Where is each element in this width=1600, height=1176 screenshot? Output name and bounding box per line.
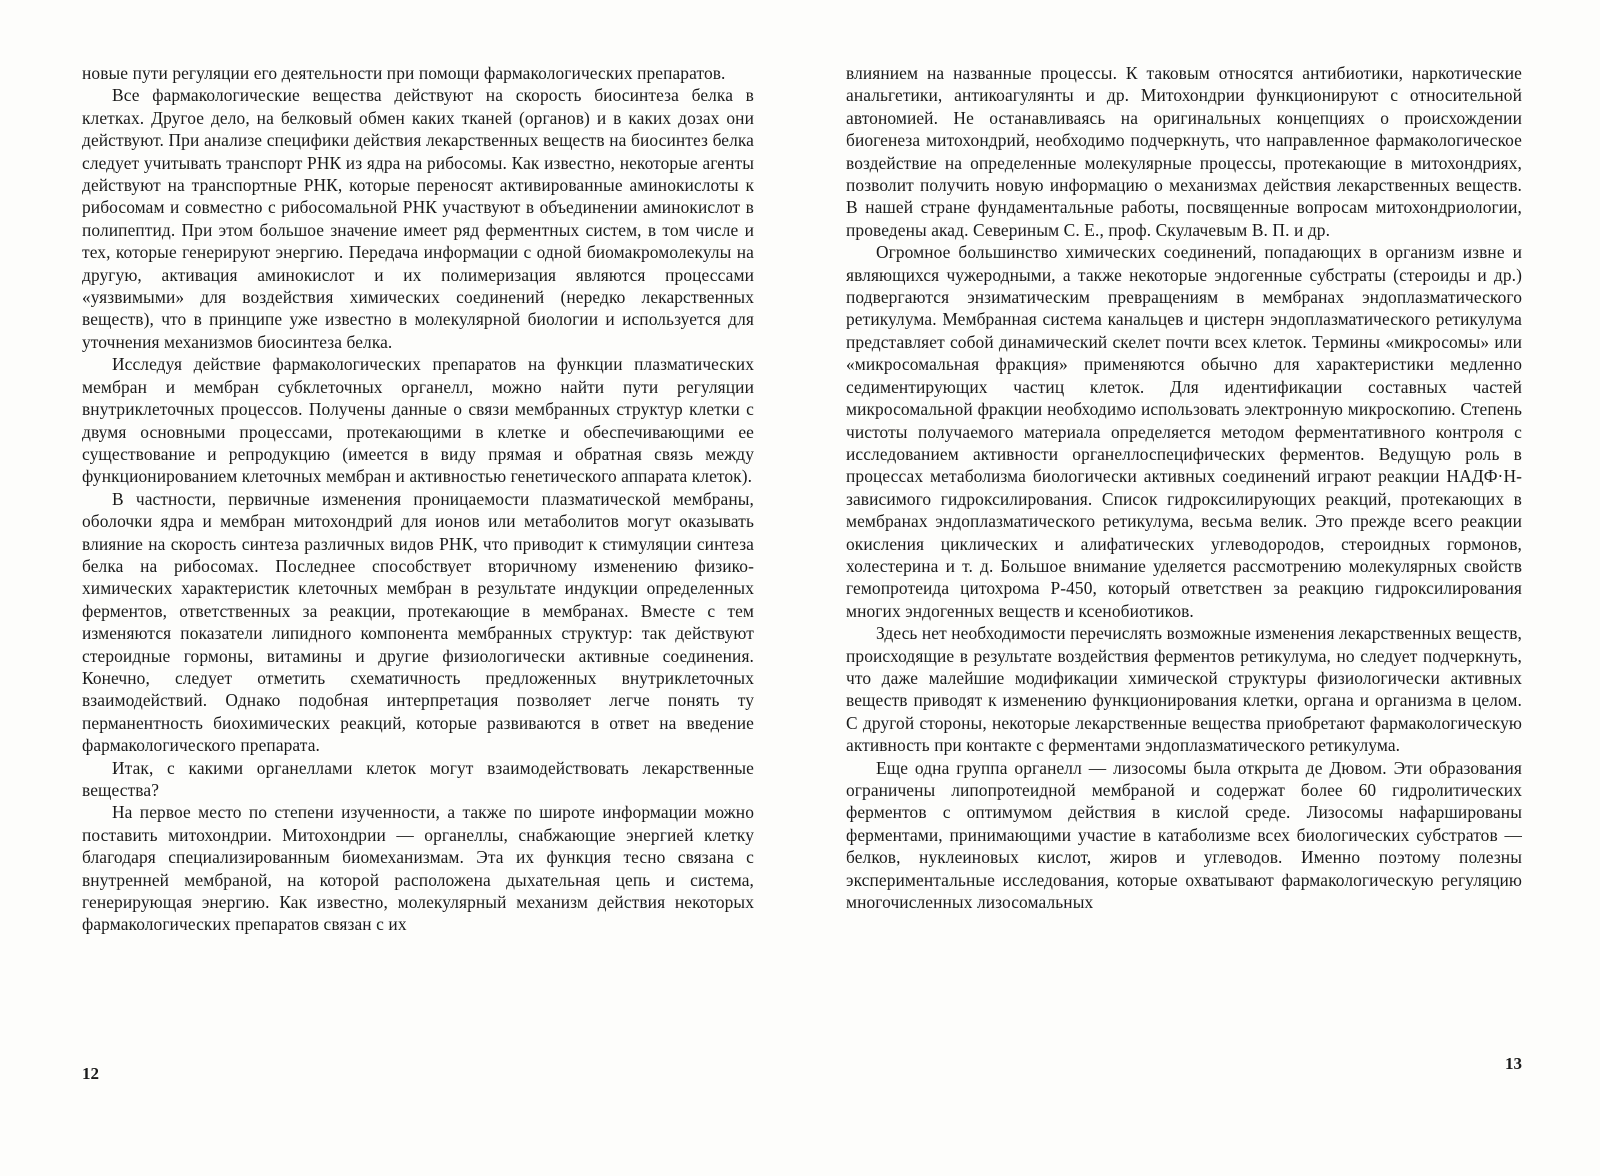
paragraph: Огромное большинство химических соединений, попадающих в организм извне и являющихся чужеродными, а также некоторые эндогенные субстраты (стероиды и др.) подвергаются энзиматическим превращениям в мембранах эндоплазматического ретикулума. Мембранная система канальцев и цистерн эндоплазматического ретикулума представляет собой динамический скелет почти всех клеток. Термины «микросомы» или «микросомальная фракция» применяются обычно для характеристики медленно седиментирующих частиц клеток. Для идентификации составных частей микросомальной фракции необходимо использовать электронную микроскопию. Степень чистоты получаемого материала определяется методом ферментативного контроля с исследованием активности органеллоспецифических ферментов. Ведущую роль в процессах метаболизма биологически активных соединений играют реакции НАДФ·Н-зависимого гидроксилирования. Список гидроксилирующих реакций, протекающих в мембранах эндоплазматического ретикулума, весьма велик. Это прежде всего реакции окисления циклических и алифатических углеводородов, стероидных гормонов, холестерина и т. д. Большое внимание уделяется рассмотрению молекулярных свойств гемопротеида цитохрома Р-450, который ответствен за реакцию гидроксилирования многих эндогенных веществ и ксенобиотиков. [846, 242, 1522, 621]
page-number: 13 [1505, 1054, 1522, 1073]
right-page-text [846, 62, 1522, 913]
paragraph: Все фармакологические вещества действуют на скорость биосинтеза белка в клетках. Другое дело, на белковый обмен каких тканей (органов) и в каких дозах они действуют. При анализе специфики действия лекарственных веществ на биосинтез белка следует учитывать транспорт РНК из ядра на рибосомы. Как известно, некоторые агенты действуют на транспортные РНК, которые переносят активированные аминокислоты к рибосомам и совместно с рибосомальной РНК участвуют в объединении аминокислот в полипептид. При этом большое значение имеет ряд ферментных систем, в том числе и тех, которые генерируют энергию. Передача информации с одной биомакромолекулы на другую, активация аминокислот и их полимеризация являются процессами «уязвимыми» для воздействия химических соединений (нередко лекарственных веществ), что в принципе уже известно в молекулярной биологии и используется для уточнения механизмов биосинтеза белка. [82, 85, 754, 352]
paragraph: В частности, первичные изменения проницаемости плазматической мембраны, оболочки ядра и мембран митохондрий для ионов или метаболитов могут оказывать влияние на скорость синтеза различных видов РНК, что приводит к стимуляции синтеза белка на рибосомах. Последнее способствует вторичному изменению физико-химических характеристик клеточных мембран в результате индукции определенных ферментов, ответственных за реакции, протекающие в мембранах. Вместе с тем изменяются показатели липидного компонента мембранных структур: так действуют стероидные гормоны, витамины и другие физиологически активные соединения. Конечно, следует отметить схематичность предложенных внутриклеточных взаимодействий. Однако подобная интерпретация позволяет легче понять ту перманентность биохимических реакций, которые развиваются в ответ на введение фармакологического препарата. [82, 488, 754, 756]
paragraph: Еще одна группа органелл — лизосомы была открыта де Дювом. Эти образования ограничены липопротеидной мембраной и содержат более 60 гидролитических ферментов с оптимумом действия в кислой среде. Лизосомы нафаршированы ферментами, принимающими участие в катаболизме всех биологических субстратов — белков, нуклеиновых кислот, жиров и углеводов. Именно поэтому полезны экспериментальные исследования, которые охватывают фармакологическую регуляцию многочисленных лизосомальных [846, 757, 1522, 913]
left-page-text [82, 62, 754, 936]
page-number: 12 [82, 1064, 99, 1083]
paragraph: Итак, с какими органеллами клеток могут взаимодействовать лекарственные вещества? [82, 757, 754, 800]
paragraph: Исследуя действие фармакологических препаратов на функции плазматических мембран и мембран субклеточных органелл, можно найти пути регуляции внутриклеточных процессов. Получены данные о связи мембранных структур клетки с двумя основными процессами, протекающими в клетке и обеспечивающими ее существование и репродукцию (имеется в виду прямая и обратная связь между функционированием клеточных мембран и активностью генетического аппарата клеток). [82, 354, 754, 487]
paragraph: новые пути регуляции его деятельности при помощи фармакологических препаратов. [82, 63, 726, 83]
right-page [846, 62, 1522, 1122]
paragraph: На первое место по степени изученности, а также по широте информации можно поставить митохондрии. Митохондрии — органеллы, снабжающие энергией клетку благодаря специализированным биомеханизмам. Эта их функция тесно связана с внутренней мембраной, на которой расположена дыхательная цепь и система, генерирующая энергию. Как известно, молекулярный механизм действия некоторых фармакологических препаратов связан с их [82, 802, 754, 935]
paragraph: Здесь нет необходимости перечислять возможные изменения лекарственных веществ, происходящие в результате воздействия ферментов ретикулума, но следует подчеркнуть, что даже малейшие модификации химической структуры физиологически активных веществ приводят к изменению функционирования клетки, органа и организма в целом. С другой стороны, некоторые лекарственные вещества приобретают фармакологическую активность при контакте с ферментами эндоплазматического ретикулума. [846, 623, 1522, 756]
paragraph: влиянием на названные процессы. К таковым относятся антибиотики, наркотические анальгетики, антикоагулянты и др. Митохондрии функционируют с относительной автономией. Не останавливаясь на оригинальных концепциях о происхождении биогенеза митохондрий, необходимо подчеркнуть, что направленное фармакологическое воздействие на определенные молекулярные процессы, протекающие в митохондриях, позволит получить новую информацию о механизмах действия лекарственных веществ. В нашей стране фундаментальные работы, посвященные вопросам митохондриологии, проведены акад. Севериным С. Е., проф. Скулачевым В. П. и др. [846, 63, 1522, 240]
left-page [82, 62, 754, 1122]
